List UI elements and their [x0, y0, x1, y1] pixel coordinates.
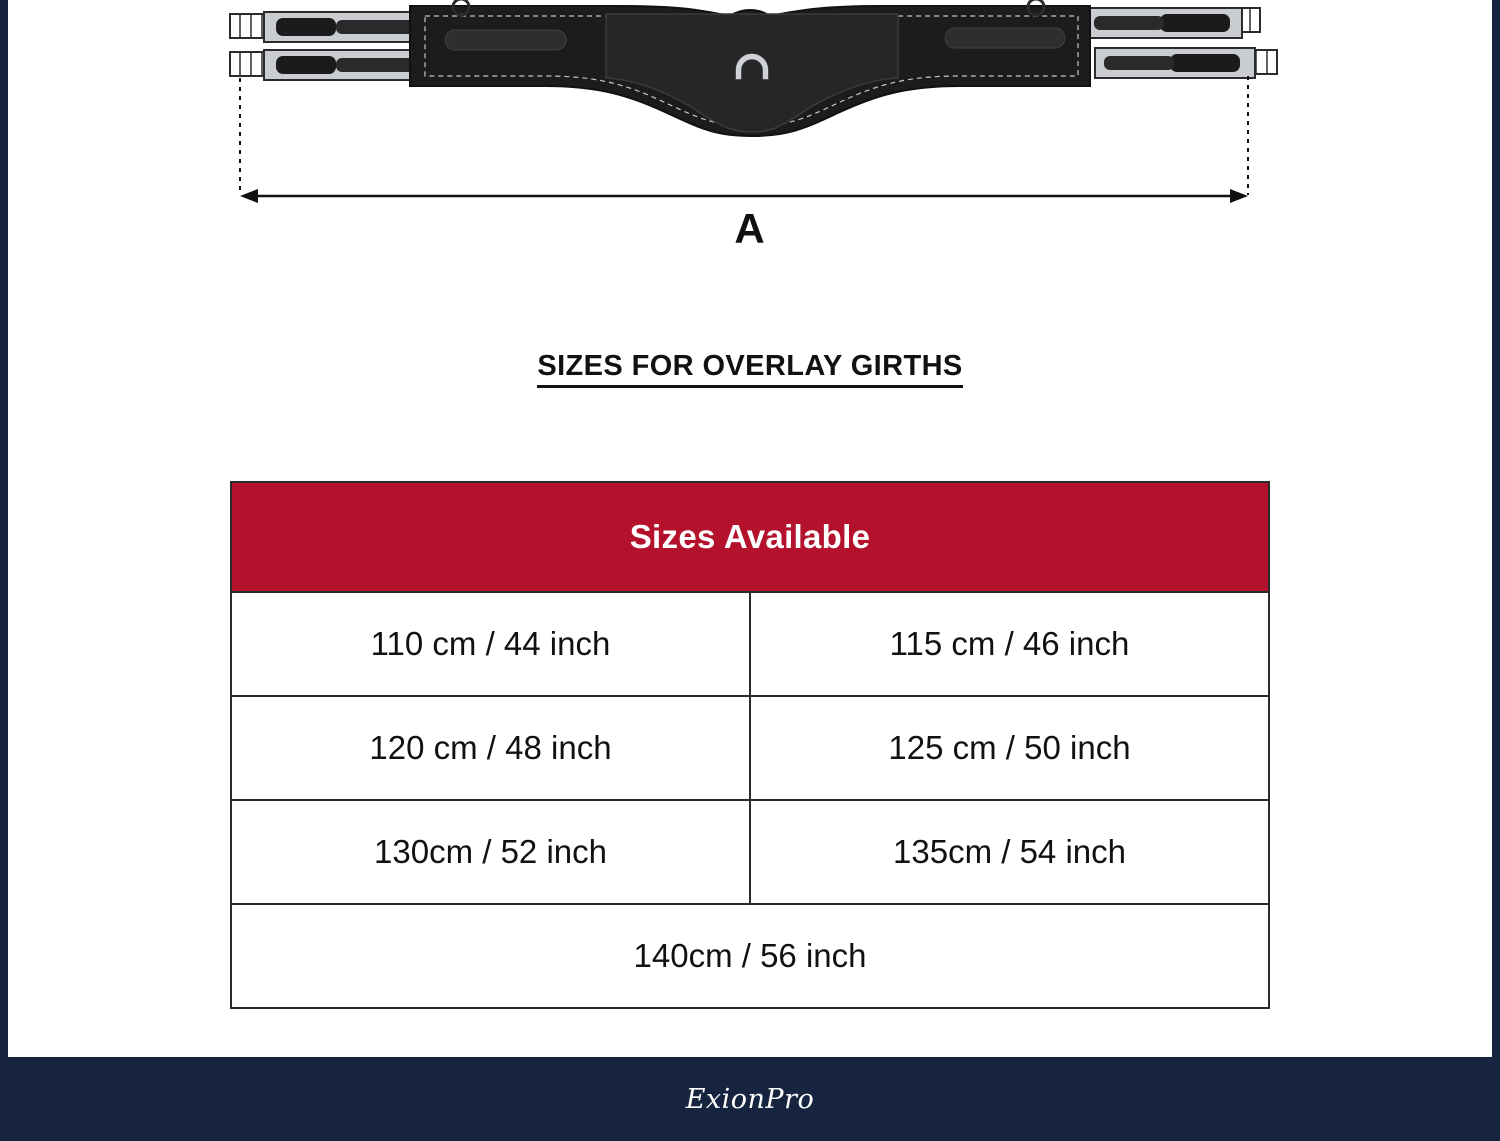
table-row	[231, 592, 1269, 696]
size-cell: 135cm / 54 inch	[750, 800, 1269, 904]
size-cell: 120 cm / 48 inch	[231, 696, 750, 800]
dimension-label: A	[734, 205, 766, 252]
left-strap-group	[264, 12, 424, 80]
size-cell: 110 cm / 44 inch	[231, 592, 750, 696]
table-header-cell: Sizes Available	[231, 482, 1269, 592]
size-cell: 115 cm / 46 inch	[750, 592, 1269, 696]
table-row	[231, 800, 1269, 904]
table-row	[231, 696, 1269, 800]
brand-logo: ExionPro	[685, 1083, 815, 1115]
girth-body	[410, 0, 1090, 136]
section-title	[0, 350, 1500, 383]
sizes-table	[230, 481, 1270, 1009]
section-title-text: SIZES FOR OVERLAY GIRTHS	[537, 350, 962, 388]
size-cell: 130cm / 52 inch	[231, 800, 750, 904]
right-strap-group	[1082, 8, 1255, 78]
size-cell-full-width: 140cm / 56 inch	[231, 904, 1269, 1008]
table-header-row	[231, 482, 1269, 592]
table-row	[231, 904, 1269, 1008]
footer-bar	[0, 1057, 1500, 1141]
size-cell: 125 cm / 50 inch	[750, 696, 1269, 800]
